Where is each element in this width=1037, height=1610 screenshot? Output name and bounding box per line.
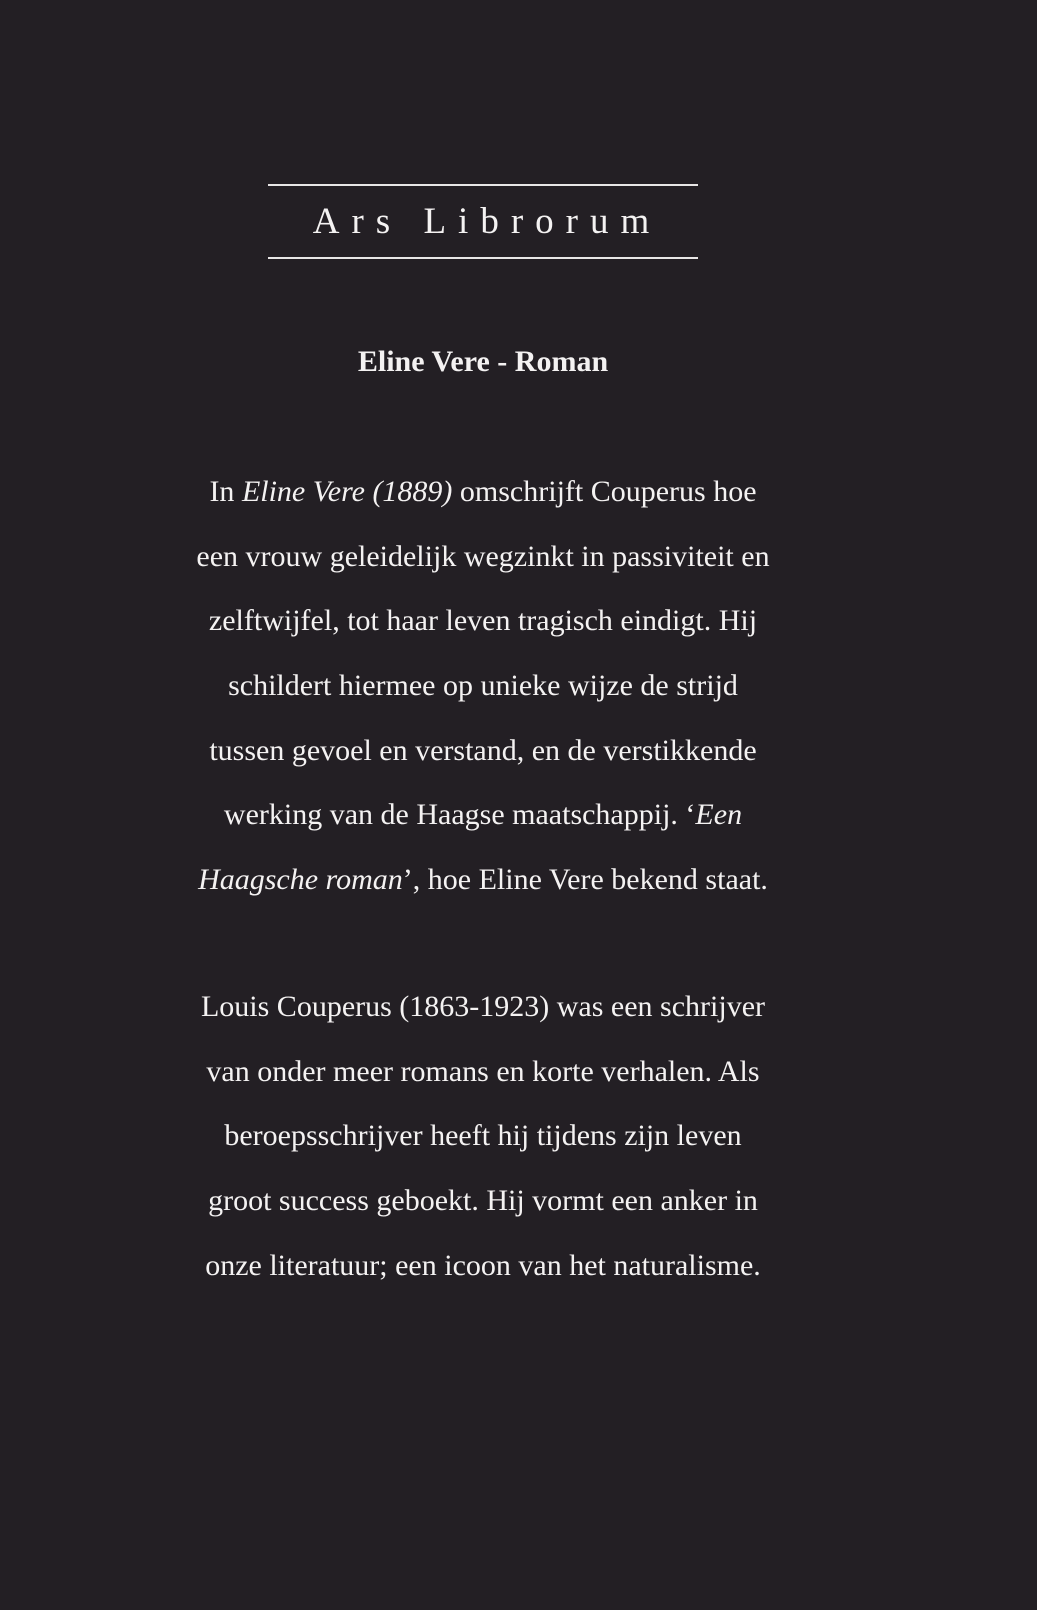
text-line <box>0 1052 966 1117</box>
series-rule-bottom <box>268 257 698 259</box>
text-line <box>0 731 966 796</box>
text-line <box>0 1181 966 1246</box>
text-line <box>0 1246 966 1311</box>
text-segment: omschrijft Couperus hoe <box>452 475 757 508</box>
text-segment: tussen gevoel en verstand, en de verstikkende <box>209 733 757 767</box>
text-segment: Louis Couperus (1863-1923) was een schrijver <box>200 990 766 1023</box>
text-line <box>0 1116 966 1181</box>
blurb-paragraph-book <box>0 472 966 925</box>
text-line <box>0 472 966 537</box>
text-line <box>0 987 966 1052</box>
text-line <box>0 666 966 731</box>
book-title: Eline Vere - Roman <box>357 345 609 378</box>
text-segment: In <box>209 475 242 508</box>
text-segment: werking van de Haagse maatschappij. ‘ <box>223 798 696 832</box>
blurb-paragraph-author <box>0 987 966 1310</box>
text-segment: onze literatuur; een icoon van het naturalisme. <box>205 1248 761 1282</box>
text-segment: zelftwijfel, tot haar leven tragisch eindigt. Hij <box>208 604 758 638</box>
text-segment: schildert hiermee op unieke wijze de strijd <box>228 669 738 703</box>
text-segment: van onder meer romans en korte verhalen. Als <box>206 1054 760 1088</box>
text-line <box>0 537 966 602</box>
italic-text: Eline Vere (1889) <box>241 475 453 508</box>
series-name: Ars Librorum <box>312 201 662 242</box>
italic-text: Haagsche roman <box>198 863 403 897</box>
series-rule-top <box>268 184 698 186</box>
text-segment: groot success geboekt. Hij vormt een anker in <box>208 1184 758 1218</box>
text-segment: een vrouw geleidelijk wegzinkt in passiviteit en <box>196 539 770 573</box>
text-segment: beroepsschrijver heeft hij tijdens zijn leven <box>224 1119 742 1153</box>
text-segment: ’, hoe Eline Vere bekend staat. <box>402 863 768 897</box>
text-line <box>0 795 966 860</box>
italic-text: Een <box>695 798 743 832</box>
text-line <box>0 860 966 925</box>
text-line <box>0 601 966 666</box>
